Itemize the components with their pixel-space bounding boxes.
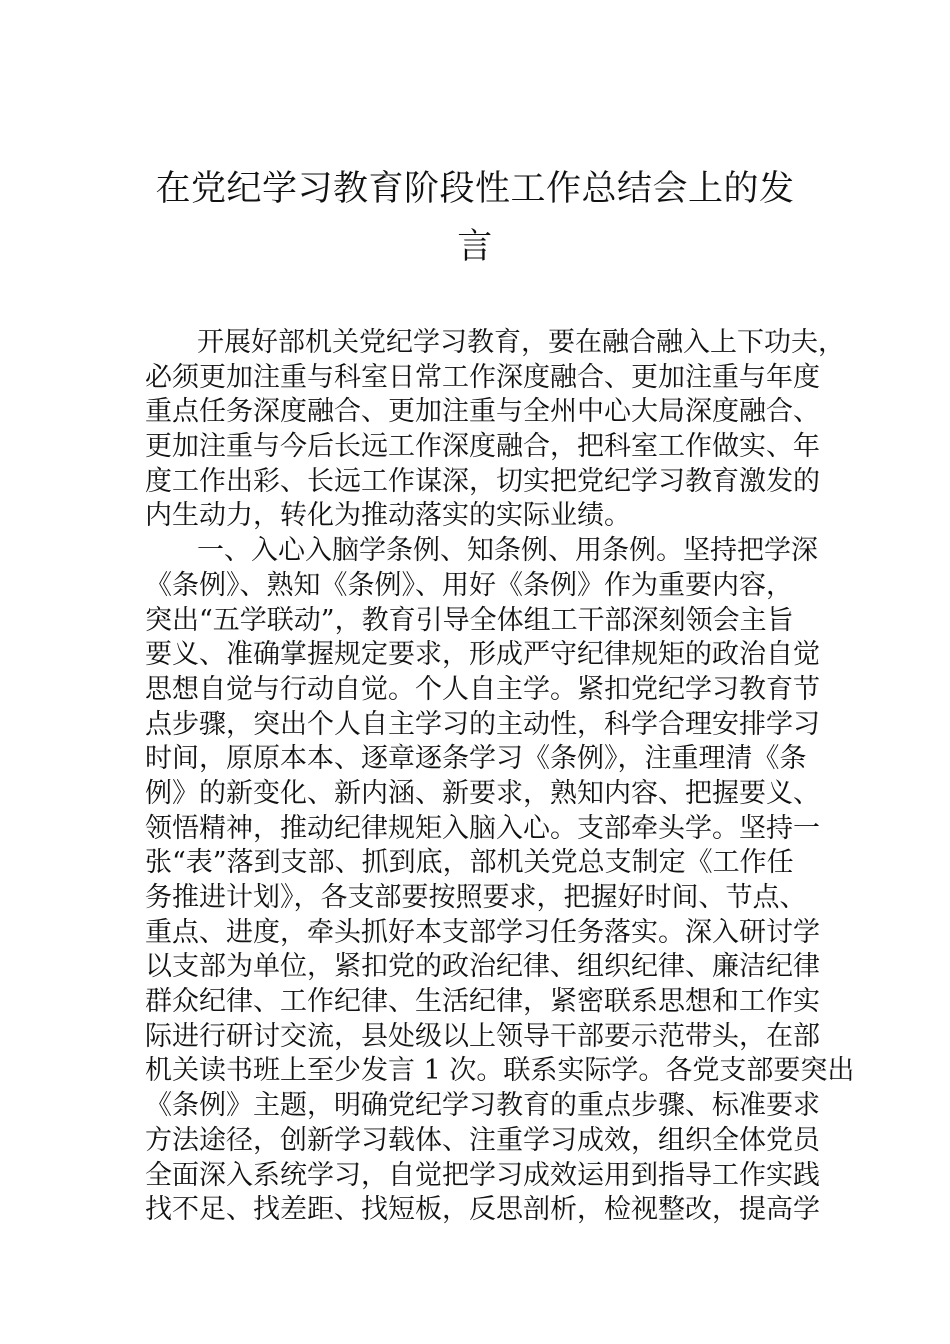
paragraph [145, 326, 845, 534]
document-title [140, 160, 810, 276]
paragraph-line: 思想自觉与行动自觉。个人自主学。紧扣党纪学习教育节 [145, 673, 820, 705]
paragraph-line: 领悟精神，推动纪律规矩入脑入心。支部牵头学。坚持一 [145, 812, 820, 844]
paragraph-line: 突出“五学联动”，教育引导全体组工干部深刻领会主旨 [145, 604, 794, 636]
paragraph-line: 点步骤，突出个人自主学习的主动性，科学合理安排学习 [145, 708, 820, 740]
paragraph-line: 例》的新变化、新内涵、新要求，熟知内容、把握要义、 [145, 777, 820, 809]
paragraph-line: 开展好部机关党纪学习教育，要在融合融入上下功夫， [197, 327, 845, 358]
paragraph-line: 以支部为单位，紧扣党的政治纪律、组织纪律、廉洁纪律 [145, 951, 820, 983]
paragraph-line: 要义、准确掌握规定要求，形成严守纪律规矩的政治自觉 [145, 639, 820, 671]
paragraph-line: 方法途径，创新学习载体、注重学习成效，组织全体党员 [145, 1124, 820, 1156]
paragraph-line: 重点任务深度融合、更加注重与全州中心大局深度融合、 [145, 396, 820, 428]
paragraph-line: 张“表”落到支部、抓到底，部机关党总支制定《工作任 [145, 847, 794, 879]
paragraph-line: 必须更加注重与科室日常工作深度融合、更加注重与年度 [145, 361, 820, 393]
paragraph-line: 重点、进度，牵头抓好本支部学习任务落实。深入研讨学 [145, 916, 820, 948]
paragraph-line: 一、入心入脑学条例、知条例、用条例。坚持把学深 [197, 535, 818, 567]
title-line: 言 [457, 227, 493, 267]
paragraph [145, 534, 855, 1228]
paragraph-line: 时间，原原本本、逐章逐条学习《条例》，注重理清《条 [145, 743, 807, 775]
title-line: 在党纪学习教育阶段性工作总结会上的发 [155, 169, 795, 209]
paragraph-line: 务推进计划》，各支部要按照要求，把握好时间、节点、 [145, 882, 807, 913]
paragraph-line: 《条例》主题，明确党纪学习教育的重点步骤、标准要求 [145, 1090, 820, 1122]
paragraph-line: 全面深入系统学习，自觉把学习成效运用到指导工作实践 [145, 1159, 820, 1191]
document-body [145, 326, 855, 1228]
paragraph-line: 找不足、找差距、找短板，反思剖析，检视整改，提高学 [145, 1194, 820, 1226]
paragraph-line: 内生动力，转化为推动落实的实际业绩。 [145, 500, 631, 532]
paragraph-line: 更加注重与今后长远工作深度融合，把科室工作做实、年 [145, 431, 820, 463]
paragraph-line: 《条例》、熟知《条例》、用好《条例》作为重要内容， [145, 569, 793, 601]
paragraph-line: 机关读书班上至少发言 1 次。联系实际学。各党支部要突出 [145, 1055, 855, 1087]
paragraph-line: 群众纪律、工作纪律、生活纪律，紧密联系思想和工作实 [145, 986, 820, 1018]
paragraph-line: 度工作出彩、长远工作谋深，切实把党纪学习教育激发的 [145, 465, 820, 497]
paragraph-line: 际进行研讨交流，县处级以上领导干部要示范带头，在部 [145, 1020, 820, 1052]
